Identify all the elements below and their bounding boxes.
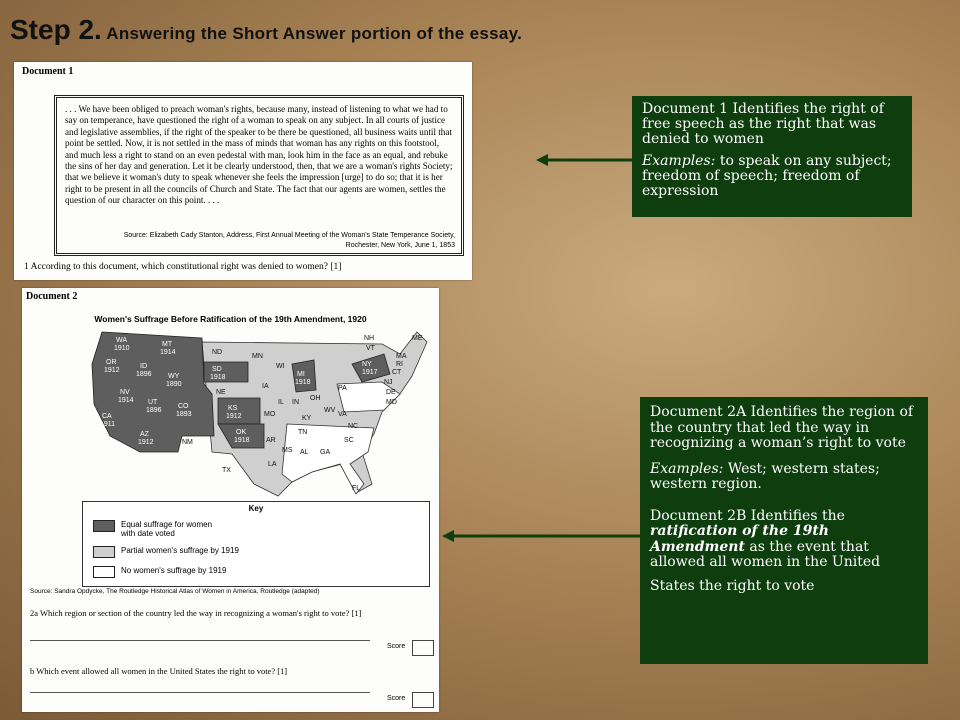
state-label-id: ID — [140, 363, 147, 370]
state-year-sd: 1918 — [210, 374, 226, 381]
panel1-examples-text: to speak on any subject; freedom of speech; freedom of expression — [642, 153, 892, 199]
state-label-nv: NV — [120, 389, 130, 396]
state-year-ok: 1918 — [234, 437, 250, 444]
map-source: Source: Sandra Opdycke, The Routledge Historical Atlas of Women in America, Routledge (adapted) — [30, 588, 320, 595]
state-label-va: VA — [338, 411, 347, 418]
panel1-examples — [642, 154, 902, 199]
state-label-mt: MT — [162, 341, 173, 348]
state-label-ms: MS — [282, 447, 293, 454]
panel1-text: Document 1 Identifies the right of free speech as the right that was denied to women — [642, 101, 884, 147]
panel2-examples-text: West; western states; western region. — [650, 460, 880, 492]
state-label-nh: NH — [364, 335, 375, 342]
state-label-ne: NE — [216, 389, 226, 396]
state-label-fl: FL — [352, 485, 361, 492]
arrow-to-document-2 — [440, 526, 642, 546]
document-1-image — [14, 62, 472, 280]
answer-line-2a — [30, 640, 370, 641]
state-label-de: DE — [386, 389, 396, 396]
map-full-suffrage-ks — [218, 398, 260, 424]
state-label-nm: NM — [182, 439, 193, 446]
state-label-ok: OK — [236, 429, 247, 436]
swatch-full-suffrage — [93, 520, 115, 532]
state-label-ct: CT — [392, 369, 402, 376]
state-label-mo: MO — [264, 411, 276, 418]
state-label-ky: KY — [302, 415, 312, 422]
document-1-source — [124, 231, 455, 251]
state-label-co: CO — [178, 403, 189, 410]
state-label-wa: WA — [116, 337, 128, 344]
key-full-line-2: with date voted — [121, 529, 175, 538]
state-label-wv: WV — [324, 407, 336, 414]
map-key — [82, 501, 430, 587]
state-year-ut: 1896 — [146, 407, 162, 414]
state-label-oh: OH — [310, 395, 321, 402]
panel2-b-text — [650, 509, 918, 571]
document-2-image — [22, 288, 439, 712]
map-title: Women's Suffrage Before Ratification of the 19th Amendment, 1920 — [94, 314, 367, 324]
arrow-to-document-1 — [534, 150, 634, 170]
document-1-question: 1 According to this document, which constitutional right was denied to women? [1] — [24, 262, 342, 272]
state-label-vt: VT — [366, 345, 375, 352]
state-year-id: 1896 — [136, 371, 152, 378]
key-none-text: No women's suffrage by 1919 — [121, 566, 227, 575]
state-label-ks: KS — [228, 405, 238, 412]
panel2-examples — [650, 462, 918, 493]
state-year-ny: 1917 — [362, 369, 378, 376]
panel2-b-post: as the event that allowed all women in the United — [650, 538, 881, 570]
state-label-ar: AR — [266, 437, 276, 444]
state-label-la: LA — [268, 461, 277, 468]
panel2-b-pre: Document 2B Identifies the — [650, 507, 845, 524]
state-label-or: OR — [106, 359, 117, 366]
source-line-1: Source: Elizabeth Cady Stanton, Address, First Annual Meeting of the Woman's State Temperance Society, — [123, 232, 455, 239]
state-label-tn: TN — [298, 429, 308, 436]
panel2-examples-label: Examples: — [650, 460, 724, 477]
state-year-or: 1912 — [104, 367, 120, 374]
state-label-ga: GA — [320, 449, 331, 456]
state-year-ks: 1912 — [226, 413, 242, 420]
suffrage-map — [82, 324, 432, 499]
score-box-2a — [412, 640, 434, 656]
state-label-al: AL — [300, 449, 309, 456]
map-full-suffrage-west — [92, 332, 214, 452]
key-full-line-1: Equal suffrage for women — [121, 520, 213, 529]
state-label-mi: MI — [297, 371, 305, 378]
state-label-ri: RI — [396, 361, 403, 368]
state-year-co: 1893 — [176, 411, 192, 418]
state-label-ca: CA — [102, 413, 112, 420]
panel1-examples-label: Examples: — [642, 153, 716, 169]
state-label-in: IN — [292, 399, 299, 406]
score-label-2b: Score — [387, 695, 406, 702]
key-row-full — [93, 520, 212, 538]
key-row-none — [93, 566, 226, 578]
document-1-quote: . . . We have been obliged to preach woman's rights, because many, instead of listening to what we had to say on temperance, have questioned the right of a woman to speak on any subject. In all courts of justice and legislative assemblies, if the right of the speaker to be there be questioned, all business waits until that point be settled. Now, it is not settled in the mass of minds that woman has any rights on this footstool, and much less a right to stand on an even pedestal with man, look him in the face as an equal, and rebuke the sins of her day and generation. Let it be clearly understood, then, that we are a woman's rights Society; that we believe it woman's duty to speak whenever she feels the impression [urge] to do so; that it is her right to be present in all the councils of Church and State. The fact that our agents are women, settles the question of our character on this point. . . . — [65, 104, 453, 206]
question-2a: 2a Which region or section of the country led the way in recognizing a woman's right to vote? [1] — [30, 608, 362, 618]
state-label-tx: TX — [222, 467, 231, 474]
title-sub: Answering the Short Answer portion of the essay. — [106, 24, 523, 43]
score-label-2a: Score — [387, 643, 406, 650]
swatch-no-suffrage — [93, 566, 115, 578]
state-label-ma: MA — [396, 353, 407, 360]
panel2-a-text: Document 2A Identifies the region of the country that led the way in recognizing a woman’s right to vote — [650, 404, 914, 451]
state-label-wy: WY — [168, 373, 180, 380]
state-year-mt: 1914 — [160, 349, 176, 356]
state-year-wa: 1910 — [114, 345, 130, 352]
state-label-il: IL — [278, 399, 284, 406]
state-label-nd: ND — [212, 349, 223, 356]
state-label-ia: IA — [262, 383, 269, 390]
swatch-partial-suffrage — [93, 546, 115, 558]
state-year-ca: 1911 — [100, 421, 116, 428]
state-year-az: 1912 — [138, 439, 154, 446]
question-2b: b Which event allowed all women in the United States the right to vote? [1] — [30, 666, 288, 676]
state-year-nv: 1914 — [118, 397, 134, 404]
panel2-b-bold: ratification of the 19th Amendment — [650, 523, 829, 555]
answer-panel-document-2 — [640, 397, 928, 664]
document-1-label: Document 1 — [22, 66, 74, 77]
state-year-wy: 1890 — [166, 381, 182, 388]
key-full-text — [121, 520, 212, 538]
state-label-md: MD — [386, 399, 397, 406]
state-label-mn: MN — [252, 353, 263, 360]
state-label-wi: WI — [276, 363, 285, 370]
state-label-ny: NY — [362, 361, 372, 368]
answer-line-2b — [30, 692, 370, 693]
state-label-az: AZ — [140, 431, 149, 438]
state-label-sd: SD — [212, 366, 222, 373]
answer-panel-document-1 — [632, 96, 912, 217]
key-title: Key — [248, 504, 264, 513]
state-label-me: ME — [412, 335, 423, 342]
key-partial-text: Partial women's suffrage by 1919 — [121, 546, 239, 555]
key-row-partial — [93, 546, 239, 558]
document-1-quote-box — [54, 95, 464, 256]
title-main: Step 2. — [10, 14, 102, 45]
state-year-mi: 1918 — [295, 379, 311, 386]
state-label-sc: SC — [344, 437, 354, 444]
state-label-nj: NJ — [384, 379, 393, 386]
score-box-2b — [412, 692, 434, 708]
panel2-b-last: States the right to vote — [650, 577, 815, 594]
document-2-label: Document 2 — [26, 291, 78, 302]
slide-title — [10, 14, 950, 46]
state-label-ut: UT — [148, 399, 158, 406]
state-label-nc: NC — [348, 423, 359, 430]
state-label-pa: PA — [338, 385, 347, 392]
source-line-2: Rochester, New York, June 1, 1853 — [345, 242, 455, 249]
